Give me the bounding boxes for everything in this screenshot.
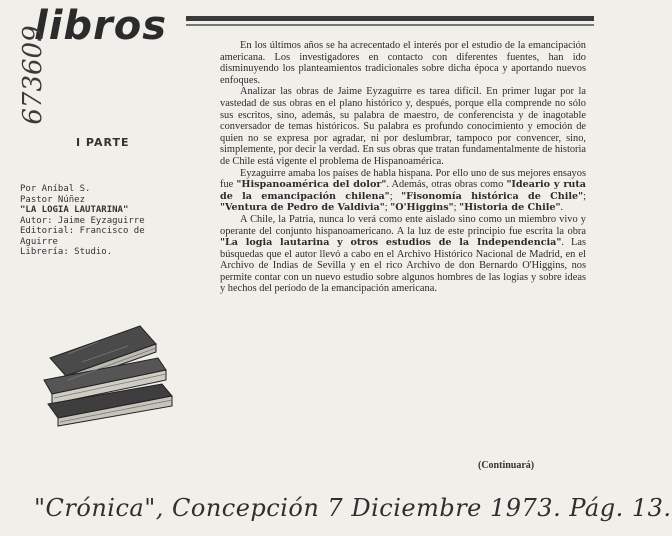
- paragraph: Analizar las obras de Jaime Eyzaguirre es tarea difícil. En primer lugar por la vastedad de sus obras en el plano histórico y, después, porque ella comprende no sólo sus escritos, sino, además, su palabra de maestro, de conferencista y de inagotable conversador de temas históricos. Su palabra es profundo conocimiento y emoción de quien no se expresa por agradar, ni por deslumbrar, tampoco por convencer, sino, simplemente, por decir la verdad. En sus obras que tratan fundamentalmente de historia de Chile está vigente el problema de Hispanoamérica.: [220, 86, 586, 167]
- work-title: "Historia de Chile": [459, 202, 561, 214]
- work-title: "Fisonomía histórica de Chile": [401, 190, 584, 202]
- work-title: "La logia lautarina y otros estudios de la Independencia": [220, 237, 562, 249]
- header-rule-thin: [186, 24, 594, 26]
- paragraph: A Chile, la Patria, nunca lo verá como ente aislado sino como un miembro vivo y operante del conjunto hispanoamericano. A la luz de este principio fue escrita la obra "La logia lautarina y otros estudios de la Independencia". Las búsquedas que el autor llevó a cabo en el Archivo Histórico Nacional de Madrid, en el Archivo de Indias de Sevilla y en el rico Archivo de don Bernardo O'Higgins, nos permite contar con un nuevo estudio sobre algunos hombres de las logias y sobre ideas y hechos del período de la emancipación americana.: [220, 213, 587, 295]
- work-title: "Ventura de Pedro de Valdivia": [220, 202, 385, 214]
- credit-line: Por Aníbal S.: [20, 184, 91, 194]
- handwritten-catalog-number: 673609: [18, 25, 48, 125]
- work-title: "O'Higgins": [390, 202, 454, 214]
- credit-line: Aguirre: [20, 236, 58, 247]
- books-illustration: [38, 318, 198, 428]
- header-rule: [186, 16, 594, 21]
- section-title: libros: [34, 3, 168, 49]
- credit-line: Autor: Jaime Eyzaguirre: [20, 215, 145, 226]
- credit-line-book-title: "LA LOGIA LAUTARINA": [20, 205, 129, 215]
- part-heading: I PARTE: [76, 136, 130, 149]
- credit-line: Editorial: Francisco de: [20, 226, 145, 236]
- continues-note: (Continuará): [478, 460, 535, 471]
- work-title: "Hispanoamérica del dolor": [236, 179, 387, 191]
- work-title: "Ideario y ruta de la emancipación chilena": [220, 179, 587, 202]
- handwritten-source-note: "Crónica", Concepción 7 Diciembre 1973. Pág. 13.: [34, 494, 672, 522]
- credit-line: Pastor Núñez: [20, 194, 86, 205]
- article-body: [220, 40, 586, 295]
- paragraph: Eyzaguirre amaba los países de habla hispana. Por ello uno de sus mejores ensayos fue "Hispanoamérica del dolor". Además, otras obras como "Ideario y ruta de la emancipación chilena"; "Fisonomía histórica de Chile"; "Ventura de Pedro de Valdivia"; "O'Higgins"; "Historia de Chile".: [220, 167, 587, 214]
- credit-line: Librería: Studio.: [20, 247, 113, 257]
- book-credits: [20, 184, 210, 258]
- paragraph: En los últimos años se ha acrecentado el interés por el estudio de la emancipación americana. Los investigadores en contacto con diferentes fuentes, han ido disminuyendo los planteamientos tradicionales sobre dicha época y aportando nuevos enfoques.: [220, 40, 586, 86]
